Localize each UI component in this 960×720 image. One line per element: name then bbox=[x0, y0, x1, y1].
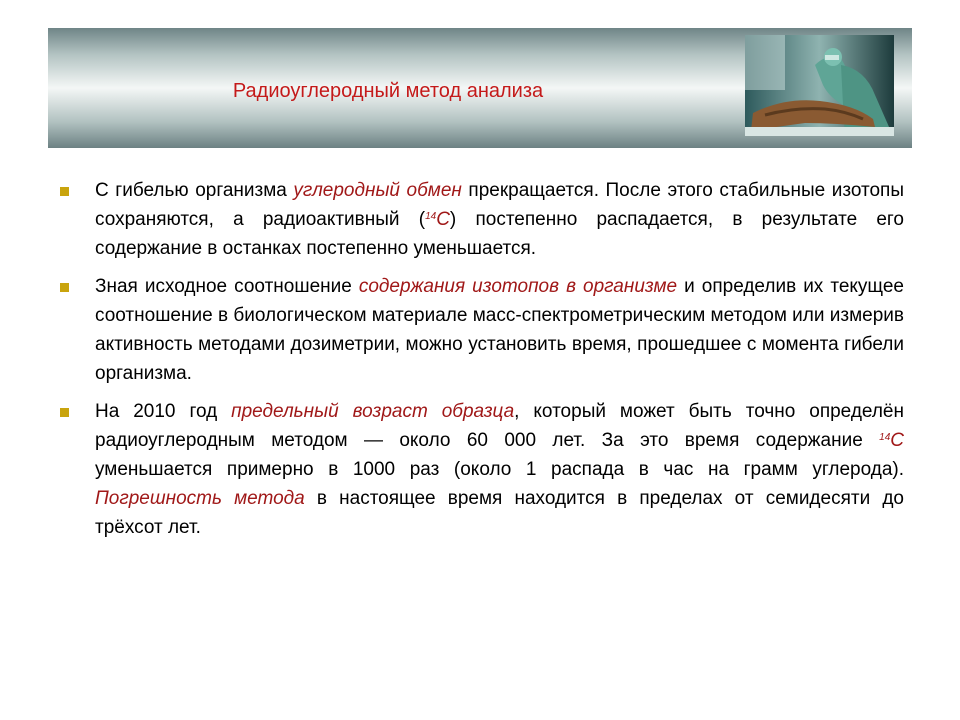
highlight-term: Погрешность метода bbox=[95, 488, 305, 509]
text-run: С гибелью организма bbox=[95, 180, 294, 201]
forensic-examination-photo-icon bbox=[745, 35, 894, 136]
text-run: и определив их текущее соотношение в биологическом материале масс-спектрометрическим методом или измерив активность методами дозиметрии, можно установить время, прошедшее с момента гибели организма. bbox=[95, 276, 904, 384]
bullet-item-1 bbox=[58, 176, 904, 263]
text-run: На 2010 год bbox=[95, 401, 232, 422]
square-bullet-icon bbox=[60, 408, 69, 417]
text-run: Зная исходное соотношение bbox=[95, 276, 359, 297]
square-bullet-icon bbox=[60, 187, 69, 196]
slide-body bbox=[58, 176, 904, 551]
isotope-symbol: С bbox=[436, 209, 450, 230]
highlight-term: предельный возраст образца bbox=[231, 401, 515, 422]
text-run: , который может быть точно определён радиоуглеродным методом — около 60 000 лет. За это время содержание bbox=[95, 401, 904, 451]
isotope-symbol: С bbox=[890, 430, 904, 451]
text-run: ) постепенно распадается, в результате его содержание в останках постепенно уменьшается. bbox=[95, 209, 904, 259]
square-bullet-icon bbox=[60, 283, 69, 292]
isotope-c14 bbox=[425, 209, 450, 230]
isotope-c14 bbox=[879, 430, 904, 451]
bullet-item-2 bbox=[58, 272, 904, 388]
highlight-term: содержания изотопов в организме bbox=[358, 276, 678, 297]
isotope-mass-number: 14 bbox=[425, 211, 437, 222]
forensic-photo bbox=[745, 35, 894, 136]
text-run: прекращается. После этого стабильные изотопы сохраняются, а радиоактивный ( bbox=[95, 180, 904, 230]
highlight-term: углеродный обмен bbox=[293, 180, 462, 201]
text-run: уменьшается примерно в 1000 раз (около 1 распада в час на грамм углерода). bbox=[95, 459, 904, 480]
isotope-mass-number: 14 bbox=[879, 432, 891, 443]
text-run: в настоящее время находится в пределах от семидесяти до трёхсот лет. bbox=[95, 488, 904, 538]
bullet-item-3 bbox=[58, 397, 904, 542]
slide-title: Радиоуглеродный метод анализа bbox=[232, 80, 544, 102]
header-banner bbox=[48, 28, 912, 148]
